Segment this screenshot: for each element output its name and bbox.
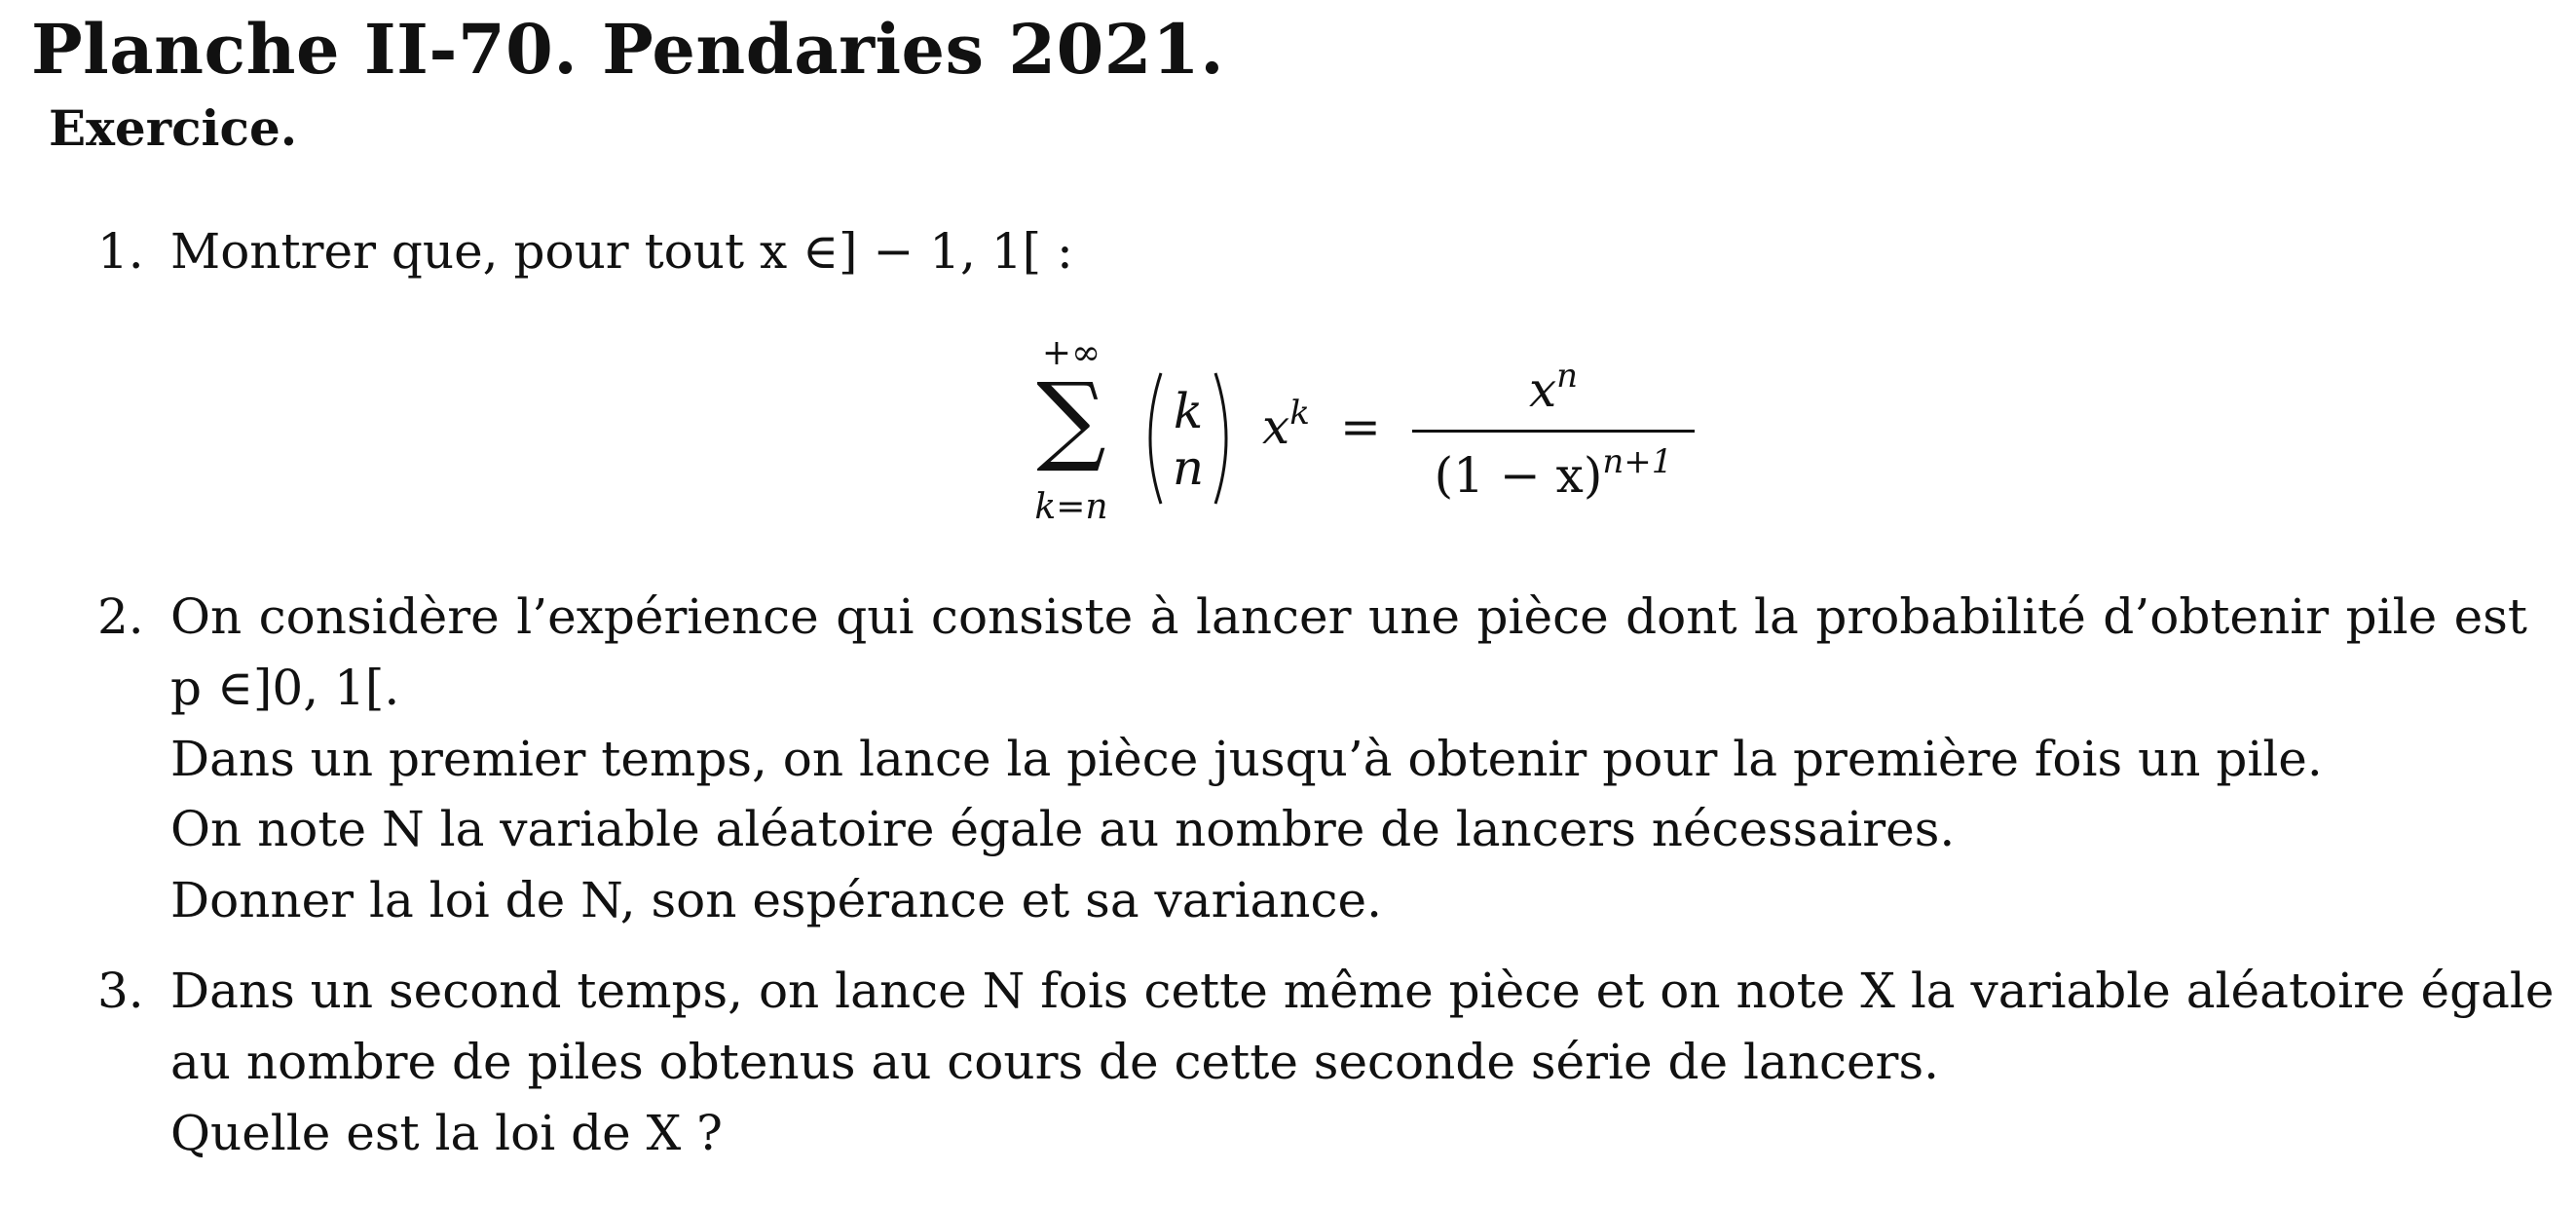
summation-lower-bound: k=n — [1034, 487, 1108, 527]
page-title: Planche II-70. Pendaries 2021. — [31, 9, 1225, 90]
power-term-exponent: k — [1289, 394, 1310, 433]
power-term-base: x — [1262, 398, 1290, 455]
item-3-line-1: Dans un second temps, on lance N fois cette même pièce et on note X la variable aléatoire égale — [170, 963, 2555, 1019]
item-2-line-3: Dans un premier temps, on lance la pièce jusqu’à obtenir pour la première fois un pile. — [170, 731, 2323, 787]
summation — [1023, 333, 1120, 541]
denominator-base: (1 − x) — [1434, 447, 1603, 504]
power-term — [1262, 394, 1310, 455]
denominator-exponent: n+1 — [1602, 442, 1673, 481]
summation-upper-bound: +∞ — [1041, 333, 1101, 373]
exercise-heading: Exercice. — [49, 99, 298, 157]
item-3-number: 3. — [97, 963, 144, 1019]
numerator-base: x — [1528, 361, 1557, 418]
fraction — [1412, 357, 1695, 511]
summation-symbol: ∑ — [1036, 361, 1106, 475]
fraction-denominator — [1412, 442, 1695, 504]
item-1-number: 1. — [97, 223, 144, 280]
item-1-line-1: Montrer que, pour tout x ∈] − 1, 1[ : — [170, 223, 1073, 280]
series-formula — [1023, 333, 1704, 541]
fraction-bar — [1412, 430, 1695, 433]
item-2-number: 2. — [97, 588, 144, 645]
item-3-line-3: Quelle est la loi de X ? — [170, 1105, 723, 1161]
item-2-line-2: p ∈]0, 1[. — [170, 660, 400, 716]
fraction-numerator — [1412, 357, 1695, 418]
item-3-line-2: au nombre de piles obtenus au cours de cette seconde série de lancers. — [170, 1034, 1940, 1090]
item-2-line-5: Donner la loi de N, son espérance et sa variance. — [170, 872, 1382, 928]
binomial-bottom: n — [1172, 439, 1205, 496]
item-2-line-4: On note N la variable aléatoire égale au nombre de lancers nécessaires. — [170, 801, 1956, 857]
item-2-line-1: On considère l’expérience qui consiste à lancer une pièce dont la probabilité d’obtenir pile est — [170, 588, 2527, 645]
binomial-top: k — [1173, 383, 1204, 439]
equals-sign: = — [1340, 398, 1381, 455]
numerator-exponent: n — [1556, 357, 1579, 396]
binomial-coefficient — [1139, 365, 1237, 511]
